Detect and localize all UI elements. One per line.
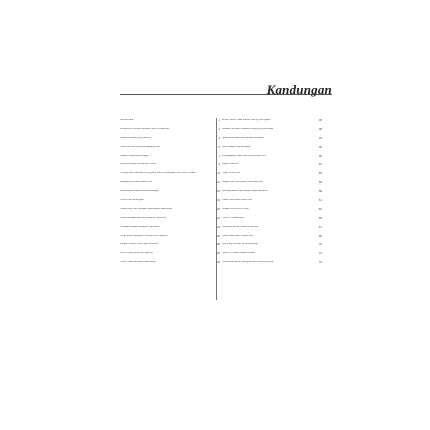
toc-entry-title: Tenang Lebih Banyak Orang yang Mahu Perjuangan Jauh Lebih Susah [120,172,196,175]
toc-entry [120,181,220,190]
toc-entry-page: 26 [216,233,220,238]
toc-entry [222,146,322,155]
toc-column-right [222,119,322,270]
toc-entry [222,252,322,261]
toc-entry-page: 63 [318,206,322,211]
toc-entry [120,119,220,128]
toc-entry-page: 45 [318,144,322,149]
toc-entry [222,119,322,128]
toc-entry [120,137,220,146]
toc-entry-page: 28 [216,242,220,247]
toc-entry-title: Teruskan Belajar Meskipun Sendirian [120,225,160,228]
toc-entry-title: Percaya Diri Sendiri dengan Penuh Keyakinan [120,127,170,130]
toc-entry-title: Asalkan Keluarga Bahagia [120,154,149,157]
toc-column-left [120,119,220,270]
toc-entry-title: Meskipun Dunia Tidak Pernah Adil [222,225,259,228]
toc-entry [222,190,322,199]
toc-entry [222,217,322,226]
toc-entry-page: 38 [318,126,322,131]
toc-entry-page: 48 [318,153,322,158]
toc-entry-title: Kalau Kita Bisa [222,163,239,166]
toc-entry-title: Kecemerlangan Memahami Perlih [120,163,157,166]
toc-entry-page: 36 [318,118,322,122]
toc-entry [222,261,322,270]
toc-entry-page: 74 [318,260,322,265]
toc-entry-page: 67 [318,224,322,229]
toc-entry-title: Kebahagiaan Saat Jiwa Kita Sesuatu Kini [222,154,266,157]
toc-entry-title: Tidak Mengapa Berhenti Seperuh Sebentar [120,216,167,219]
toc-entry-page: 61 [318,198,322,203]
toc-entry [222,128,322,137]
toc-entry-title: Selamat Bersam Merujukkan Pelesaian [222,136,264,139]
toc-entry [222,181,322,190]
toc-entry-title: Kalau Kita Sudah Menerima [222,199,252,202]
toc-entry-page: 53 [318,171,322,176]
toc-entry-page: 40 [318,135,322,140]
toc-entry [120,128,220,137]
toc-entry [222,163,322,172]
toc-entry [120,217,220,226]
toc-entry-title: Kita Berjaya Bukan Kerana Bahagia [120,190,159,193]
toc-entry-title: Hidup Tidak Semanya Soal Wang [120,261,156,264]
toc-entry [120,190,220,199]
toc-entry-title: Hidup Ini Tidak Menjadi Mudah [222,252,255,255]
toc-entry-title: Dunia Kita Pernah Menghampiri Menyerang Kita [222,261,274,264]
toc-entry-title: Bahagia Lahir dari Dalam Hati [120,181,152,184]
toc-entry [120,146,220,155]
toc-entry-page: 70 [318,242,322,247]
toc-entry [222,199,322,208]
toc-entry-page: 18 [216,206,220,211]
toc-entry-page: 4 [218,135,220,140]
toc-entry-title: Untuk Kita Kenangkan [120,199,144,202]
toc-entry [120,199,220,208]
toc-entry [120,226,220,235]
toc-entry-page: 72 [318,251,322,256]
toc-entry-page: 16 [216,198,220,203]
toc-entry [120,261,220,270]
toc-entry [120,243,220,252]
toc-entry-page: 1 [218,118,220,122]
toc-entry-page: 1 [218,126,220,131]
toc-entry [120,172,220,181]
toc-entry [222,243,322,252]
toc-entry-page: 9 [218,162,220,167]
toc-entry-title: Setiap Perkara yang Mencita [120,136,151,139]
toc-entry-page: 55 [318,180,322,185]
toc-entry-page: 65 [318,215,322,220]
toc-entry-title: Tanda yang Tahu dengan Mata Dapat Seseorang [120,207,173,210]
toc-entry-title: Demi Orang yang Kita Sayangi [120,252,153,255]
toc-entry-page: 14 [216,180,220,185]
toc-entry-page: 51 [318,162,322,167]
toc-entry-page: 68 [318,233,322,238]
toc-entry [222,208,322,217]
toc-entry-title: Jangan Beri Sebanyak Tiada Apa-Apa [222,181,263,184]
toc-entry-title: Tidak Semua Orang Menyayangi Kita [120,145,160,148]
toc-entry-page: 58 [318,189,322,194]
toc-entry-title: Ketapa Tersenyum Hidup [222,207,249,210]
toc-entry-page: 24 [216,224,220,229]
toc-entry-page: 34 [216,260,220,265]
toc-entry-title: Ada Kalanya Kita Bersikap [222,145,251,148]
toc-entry-title: Masa Sukar akan Selalu Ada [222,234,253,237]
toc-entry-page: 5 [218,144,220,149]
toc-entry-title: Semua Kata [120,119,134,121]
toc-entry-page: 7 [218,153,220,158]
toc-entry [120,208,220,217]
toc-entry-title: Tetap Tersenyum [222,172,241,175]
toc-entry-page: 15 [216,189,220,194]
toc-entry-page: 21 [216,215,220,220]
toc-entry-title: Ada yang Memilih Terus Berjuang [222,243,258,246]
toc-entry [120,252,220,261]
toc-entry-page: 11 [217,171,220,176]
toc-entry-title: Jangan Khuatir, Kita Tidak Sendirian [120,243,159,246]
toc-entry-title: Tetap Tekun Meskipun Kita Berhenti Setahun [120,234,168,237]
toc-entry-title: Kesalan Terindah Kepada Orang yang Berharga [222,127,273,130]
toc-entry [222,226,322,235]
toc-entry-title: Hidup Ini Sederhana [222,216,244,219]
toc-entry [120,163,220,172]
toc-entry-title: Bersih, Mesti Tidak Menah Sering Pentingkan [222,119,271,121]
toc-entry [222,172,322,181]
toc-entry [222,137,322,146]
page-title: Kandungan [266,82,332,97]
toc-entry-page: 32 [216,251,220,256]
toc-entry-title: Semang atau Aman Sudah Tetap Bersama [222,190,268,193]
